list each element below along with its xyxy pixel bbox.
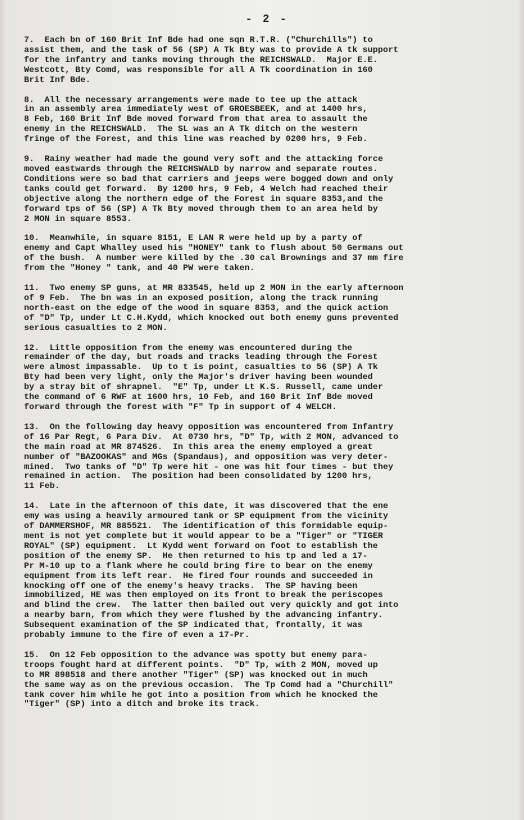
text-line: forward through the forest with "F" Tp in support of 4 WELCH. [24,402,337,412]
text-line: a nearby barn, from which they were flushed by the advancing infantry. [24,610,384,621]
text-line: Subsequent examination of the SP indicated that, frontally, it was [24,620,363,631]
text-line: 13. On the following day heavy opposition was encountered from Infantry [24,422,394,432]
text-line: troops fought hard at different points. "D" Tp, with 2 MON, moved up [24,659,378,670]
text-line: remained in action. The position had been consolidated by 1200 hrs, [24,471,373,482]
text-line: 9. Rainy weather had made the gound very soft and the attacking force [24,155,384,165]
text-line: immobilized, HE was then employed on its front to break the periscopes [24,590,384,601]
paragraph-11 [24,284,510,334]
text-line: emy was using a heavily armoured tank or SP equipment from the vicinity [24,511,389,522]
text-line: 12. Little opposition from the enemy was encountered during the [24,343,353,353]
text-line: ROYAL" (SP) equipment. Lt Kydd went forward on foot to establish the [24,540,378,551]
page-edge-right [518,0,524,820]
text-line: assist them, and the task of 56 (SP) A Tk Bty was to provide A tk support [24,44,399,55]
text-line: by a stray bit of shrapnel. "E" Tp, under Lt K.S. Russell, came under [24,382,384,393]
paragraph-7 [24,36,510,86]
paragraph-9 [24,155,510,224]
paragraph-12 [24,344,510,413]
text-line: Conditions were so bad that carriers and jeeps were bogged down and only [24,173,394,184]
text-line: of DAMMERSHOF, MR 885521. The identification of this formidable equip- [24,521,389,532]
text-line: fringe of the Forest, and this line was reached by 0200 hrs, 9 Feb. [24,134,368,145]
text-line: tank cover him while he got into a position from which he knocked the [24,689,378,700]
text-line: Westcott, Bty Comd, was responsible for all A Tk coordination in 160 [24,64,373,75]
text-line: in an assembly area immediately west of GROESBEEK, and at 1400 hrs, [24,104,368,115]
text-line: enemy and Capt Whalley used his "HONEY" tank to flush about 50 Germans out [24,243,404,254]
text-line: for the infantry and tanks moving through the REICHSWALD. Major E.E. [24,54,378,65]
text-line: of "D" Tp, under Lt C.H.Kydd, which knocked out both enemy guns prevented [24,312,399,323]
paragraph-13 [24,423,510,492]
text-line: "Tiger" (SP) into a ditch and broke its track. [24,699,260,710]
text-line: enemy in the REICHSWALD. The SL was an A Tk ditch on the western [24,124,358,135]
text-line: mined. Two tanks of "D" Tp were hit - one was hit four times - but they [24,461,394,472]
page-number: - 2 - [245,14,289,26]
text-line: 7. Each bn of 160 Brit Inf Bde had one sqn R.T.R. ("Churchills") to [24,36,373,45]
text-line: tanks could get forward. By 1200 hrs, 9 Feb, 4 Welch had reached their [24,183,389,194]
text-line: moved eastwards through the REICHSWALD by narrow and separate routes. [24,163,378,174]
text-line: forward tps of 56 (SP) A Tk Bty moved through them to an area held by [24,203,378,214]
text-line: and blind the crew. The latter then bailed out very quickly and got into [24,600,399,611]
paragraph-8 [24,96,510,146]
text-line: 2 MON in square 8553. [24,213,132,224]
text-line: 14. Late in the afternoon of this date, it was discovered that the ene [24,502,389,512]
text-line: of 9 Feb. The bn was in an exposed position, along the track running [24,292,378,303]
text-line: from the "Honey " tank, and 40 PW were taken. [24,263,255,274]
text-line: ment is not yet complete but it would appear to be a "Tiger" or "TIGER [24,530,384,541]
text-line: objective along the northern edge of the Forest in square 8353,and the [24,193,384,204]
text-line: 10. Meanwhile, in square 8151, E LAN R were held up by a party of [24,234,363,244]
text-line: number of "BAZOOKAS" and MGs (Spandaus), and opposition was very deter- [24,451,389,462]
text-line: 11. Two enemy SP guns, at MR 833545, held up 2 MON in the early afternoon [24,284,404,294]
paragraph-14 [24,502,510,641]
text-line: the main road at MR 874526. In this area the enemy employed a great [24,441,373,452]
text-line: Pr M-10 up to a flank where he could bring fire to bear on the enemy [24,560,373,571]
text-line: to MR 898518 and there another "Tiger" (SP) was knocked out in much [24,669,368,680]
text-line: Bty had been very light, only the Major's driver having been wounded [24,372,373,383]
paragraph-10 [24,234,510,274]
text-line: remainder of the day, but roads and tracks leading through the Forest [24,352,378,363]
text-line: were almost impassable. Up to t is point, casualties to 56 (SP) A Tk [24,362,378,373]
text-line: the command of 6 RWF at 1600 hrs, 10 Feb, and 160 Brit Inf Bde moved [24,392,373,403]
text-line: of 16 Par Regt, 6 Para Div. At 0730 hrs, "D" Tp, with 2 MON, advanced to [24,431,399,442]
paragraph-list [24,36,510,710]
text-line: knocking off one of the enemy's heavy tracks. The SP having been [24,580,358,591]
text-line: probably immune to the fire of even a 17-Pr. [24,630,250,641]
paragraph-15 [24,651,510,710]
text-line: the same way as on the previous occasion. The Tp Comd had a "Churchill" [24,679,394,690]
text-line: 8. All the necessary arrangements were made to tee up the attack [24,95,358,105]
text-line: serious casualties to 2 MON. [24,322,168,333]
text-line: of the bush. A number were killed by the .30 cal Brownings and 37 mm fire [24,253,404,264]
text-line: 15. On 12 Feb opposition to the advance was spotty but enemy para- [24,650,368,660]
text-line: north-east on the edge of the wood in square 8353, and the quick action [24,302,389,313]
text-line: 11 Feb. [24,481,60,492]
text-line: 8 Feb, 160 Brit Inf Bde moved forward from that area to assault the [24,114,368,125]
text-line: position of the enemy SP. He then returned to his tp and led a 17- [24,550,368,561]
text-line: equipment from its left rear. He fired four rounds and succeeded in [24,570,373,581]
text-line: Brit Inf Bde. [24,74,91,85]
page-edge-left [0,0,6,820]
